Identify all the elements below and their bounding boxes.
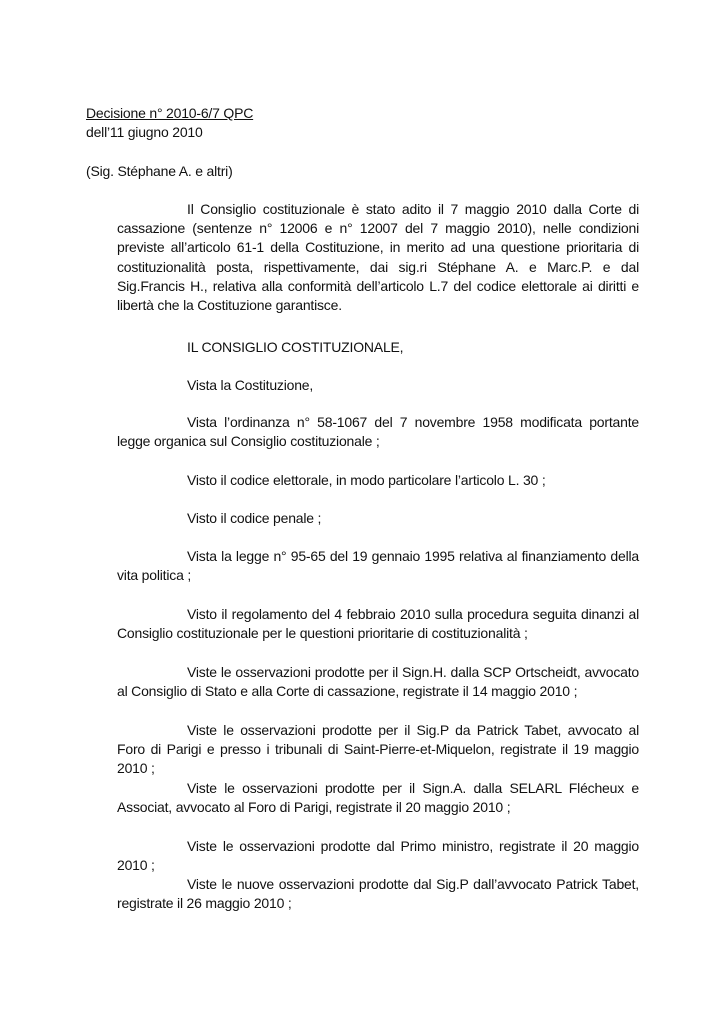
osservazioni-a-paragraph <box>117 779 639 817</box>
council-heading: IL CONSIGLIO COSTITUZIONALE, <box>187 339 404 355</box>
osservazioni-primo-ministro-text: Viste le osservazioni prodotte dal Primo ministro, registrate il 20 maggio 2010 ; <box>117 838 639 874</box>
nuove-osservazioni-paragraph <box>117 875 639 913</box>
vista-ordinanza-paragraph <box>117 413 639 451</box>
decision-number: Decisione n° 2010-6/7 QPC <box>86 105 254 121</box>
vista-legge-paragraph <box>117 547 639 585</box>
osservazioni-p-text: Viste le osservazioni prodotte per il Sig.P da Patrick Tabet, avvocato al Foro di Parigi e presso i tribunali di Saint-Pierre-et-Miquelon, registrate il 19 maggio 2010 ; <box>117 722 639 777</box>
osservazioni-h-paragraph <box>117 663 639 701</box>
osservazioni-h-text: Viste le osservazioni prodotte per il Sign.H. dalla SCP Ortscheidt, avvocato al Consiglio di Stato e alla Corte di cassazione, registrate il 14 maggio 2010 ; <box>117 664 639 700</box>
vista-costituzione: Vista la Costituzione, <box>187 377 314 393</box>
visto-codice-elettorale: Visto il codice elettorale, in modo particolare l’articolo L. 30 ; <box>187 472 546 488</box>
nuove-osservazioni-text: Viste le nuove osservazioni prodotte dal Sig.P dall’avvocato Patrick Tabet, registrate il 26 maggio 2010 ; <box>117 876 639 912</box>
intro-paragraph <box>117 200 639 315</box>
intro-text: Il Consiglio costituzionale è stato adito il 7 maggio 2010 dalla Corte di cassazione (sentenze n° 12006 e n° 12007 del 7 maggio 2010), nelle condizioni previste all’articolo 61-1 della Costituzione, in merito ad una questione prioritaria di costituzionalità posta, rispettivamente, dai sig.ri Stéphane A. e Marc.P. e dal Sig.Francis H., relativa alla conformità dell’articolo L.7 del codice elettorale ai diritti e libertà che la Costituzione garantisce. <box>117 201 639 314</box>
decision-parties: (Sig. Stéphane A. e altri) <box>86 163 233 179</box>
visto-regolamento-paragraph <box>117 605 639 643</box>
osservazioni-primo-ministro-paragraph <box>117 837 639 875</box>
visto-codice-penale: Visto il codice penale ; <box>187 510 322 526</box>
osservazioni-a-text: Viste le osservazioni prodotte per il Sign.A. dalla SELARL Flécheux e Associat, avvocato al Foro di Parigi, registrate il 20 maggio 2010 ; <box>117 780 639 816</box>
vista-ordinanza-text: Vista l’ordinanza n° 58-1067 del 7 novembre 1958 modificata portante legge organica sul Consiglio costituzionale ; <box>117 414 639 450</box>
vista-legge-text: Vista la legge n° 95-65 del 19 gennaio 1995 relativa al finanziamento della vita politica ; <box>117 548 639 584</box>
decision-date: dell’11 giugno 2010 <box>86 124 203 140</box>
visto-regolamento-text: Visto il regolamento del 4 febbraio 2010 sulla procedura seguita dinanzi al Consiglio costituzionale per le questioni prioritarie di costituzionalità ; <box>117 606 639 642</box>
osservazioni-p-paragraph <box>117 721 639 779</box>
